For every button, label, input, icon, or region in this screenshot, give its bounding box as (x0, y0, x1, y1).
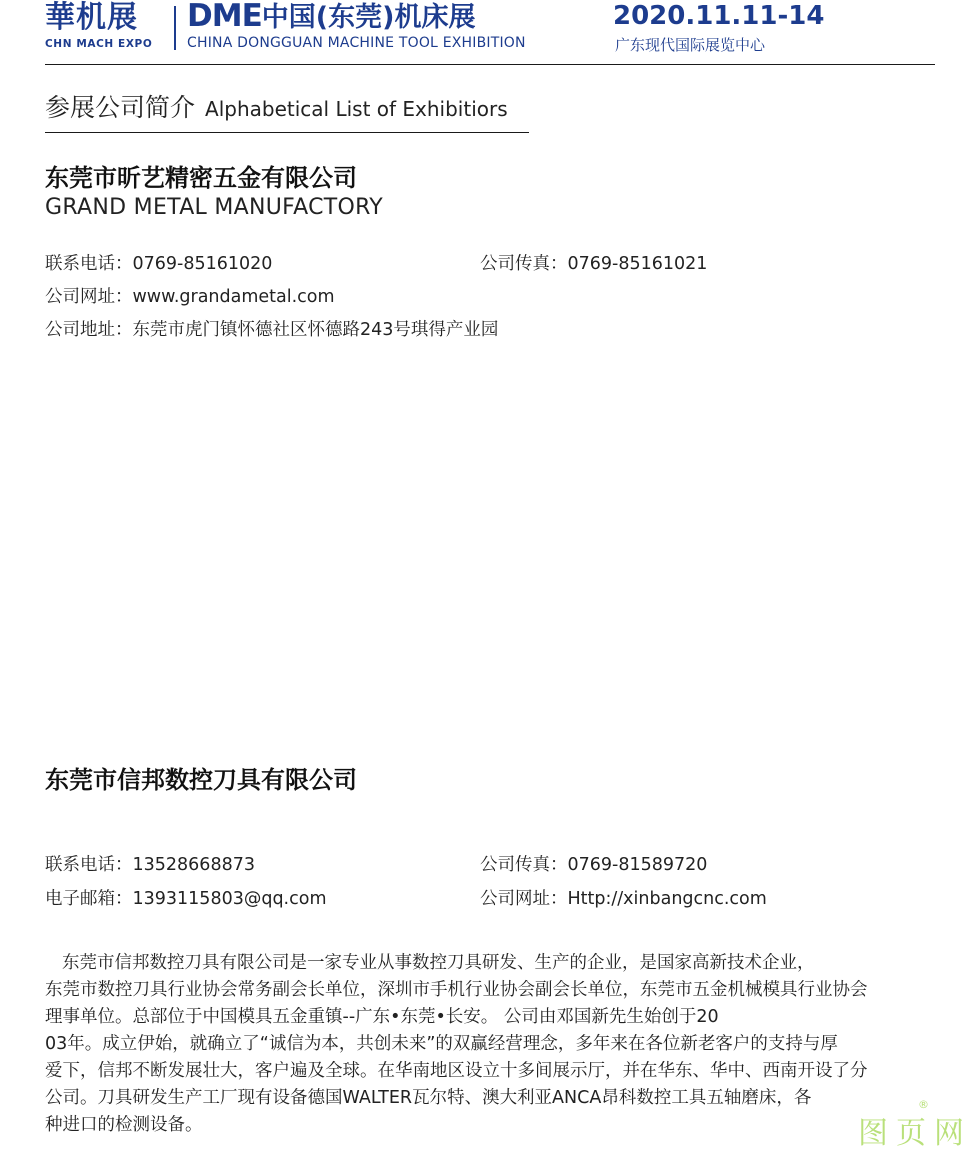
section-title-en: Alphabetical List of Exhibitiors (205, 97, 508, 121)
expo-header (45, 0, 935, 65)
section-title-cn: 参展公司简介 (45, 93, 196, 122)
company-website: 公司网址：Http://xinbangcnc.com (480, 889, 767, 909)
company-name-cn: 东莞市昕艺精密五金有限公司 (45, 164, 357, 192)
company-email: 电子邮箱：1393115803@qq.com (45, 889, 327, 909)
company-fax: 公司传真：0769-85161021 (480, 254, 708, 274)
company-fax: 公司传真：0769-81589720 (480, 855, 708, 875)
watermark-logo: 图页网 (858, 1116, 972, 1151)
section-heading (45, 88, 529, 133)
expo-title-cn: 中国(东莞)机床展 (261, 2, 476, 33)
description-line: 东莞市信邦数控刀具有限公司是一家专业从事数控刀具研发、生产的企业，是国家高新技术企业， (62, 953, 815, 973)
registered-mark-icon: ® (918, 1098, 929, 1111)
expo-title-en: CHINA DONGGUAN MACHINE TOOL EXHIBITION (187, 35, 526, 51)
description-line: 爱下，信邦不断发展壮大，客户遍及全球。在华南地区设立十多间展示厅，并在华东、华中、西南开设了分 (45, 1061, 868, 1081)
company-name-en: GRAND METAL MANUFACTORY (45, 195, 384, 220)
description-line: 理事单位。总部位于中国模具五金重镇--广东•东莞•长安。 公司由邓国新先生始创于20 (45, 1007, 719, 1027)
company-website: 公司网址：www.grandametal.com (45, 287, 335, 307)
company-address: 公司地址：东莞市虎门镇怀德社区怀德路243号琪得产业园 (45, 320, 499, 340)
chn-mach-expo-logo-en: CHN MACH EXPO (45, 38, 153, 50)
company-description (45, 950, 940, 1139)
dme-title (187, 0, 475, 37)
description-line: 种进口的检测设备。 (45, 1115, 203, 1135)
company-name-cn: 东莞市信邦数控刀具有限公司 (45, 766, 357, 794)
company-phone: 联系电话：0769-85161020 (45, 254, 273, 274)
expo-venue: 广东现代国际展览中心 (615, 36, 766, 54)
description-line: 东莞市数控刀具行业协会常务副会长单位，深圳市手机行业协会副会长单位，东莞市五金机械模具行业协会 (45, 980, 868, 1000)
expo-date: 2020.11.11-14 (613, 1, 825, 31)
company-phone: 联系电话：13528668873 (45, 855, 255, 875)
dme-logo: DME (187, 0, 262, 34)
description-line: 公司。刀具研发生产工厂现有设备德国WALTER瓦尔特、澳大利亚ANCA昂科数控工具五轴磨床，各 (45, 1088, 812, 1108)
description-line: 03年。成立伊始，就确立了“诚信为本，共创未来”的双赢经营理念，多年来在各位新老客户的支持与厚 (45, 1034, 838, 1054)
chn-mach-expo-logo: 華机展 (45, 0, 138, 35)
header-divider (174, 6, 176, 50)
